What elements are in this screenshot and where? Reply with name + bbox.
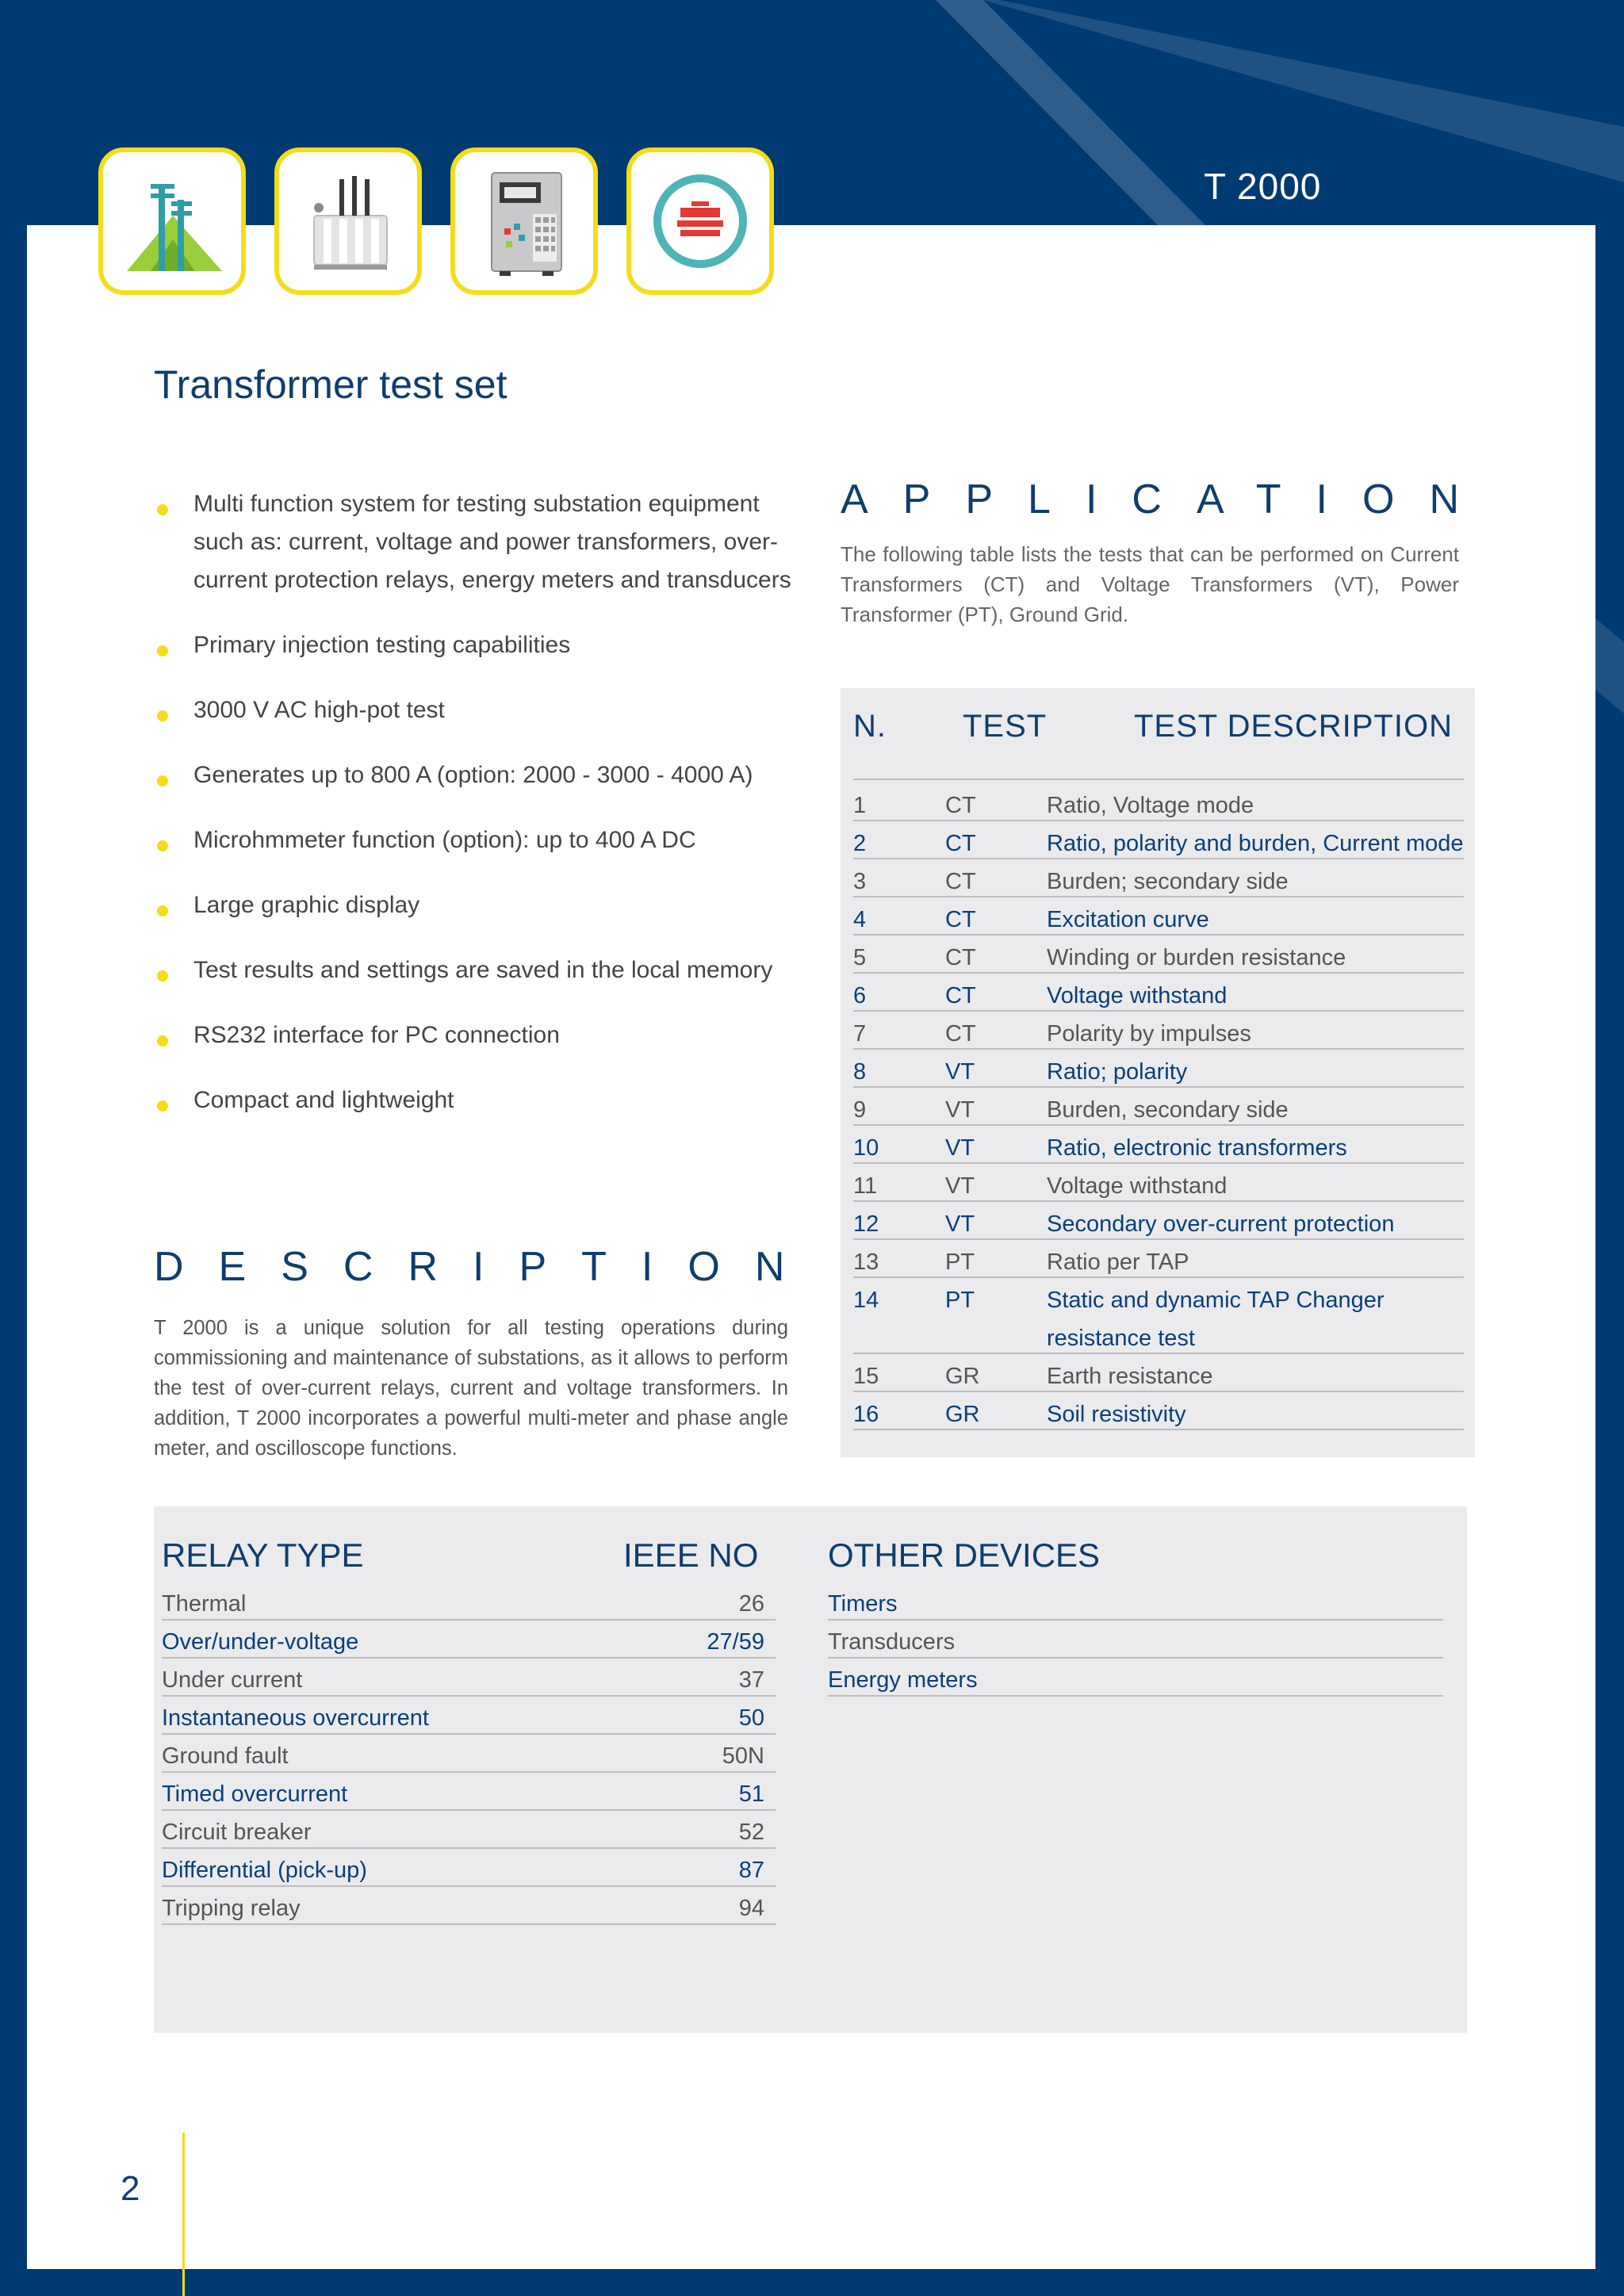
row-number: 13 xyxy=(853,1249,879,1275)
device-name: Timers xyxy=(828,1591,898,1617)
column-header-number: N. xyxy=(853,709,887,744)
bullet-icon xyxy=(157,840,168,851)
table-row xyxy=(853,1391,1464,1430)
relay-row xyxy=(162,1773,776,1811)
table-row xyxy=(853,782,1464,821)
row-test: CT xyxy=(945,907,976,932)
table-row xyxy=(853,1353,1464,1392)
relay-row xyxy=(162,1811,776,1849)
bullet-icon xyxy=(157,504,168,515)
description-heading: DESCRIPTION xyxy=(154,1244,820,1290)
table-row xyxy=(853,1276,1464,1354)
device-name: Energy meters xyxy=(828,1667,978,1693)
transmission-tower-icon xyxy=(98,147,246,295)
relay-row xyxy=(162,1887,776,1925)
row-description: Voltage withstand xyxy=(1047,983,1228,1008)
bullet-icon xyxy=(157,775,168,786)
row-number: 16 xyxy=(853,1402,879,1427)
relay-name: Differential (pick-up) xyxy=(162,1858,367,1883)
bullet-icon xyxy=(157,970,168,982)
row-number: 11 xyxy=(853,1173,878,1199)
table-row xyxy=(853,1238,1464,1278)
row-number: 14 xyxy=(853,1288,879,1313)
bullet-icon xyxy=(157,1035,168,1047)
description-text: T 2000 is a unique solution for all testing operations during commissioning and maintenance of substations, as it allows to perform the test of over-current relays, current and voltage transformers. In addition, T 2000 incorporates a powerful multi-meter and phase angle meter, and oscilloscope functions. xyxy=(154,1317,788,1460)
row-number: 1 xyxy=(853,793,867,818)
row-description: Ratio, Voltage mode xyxy=(1047,793,1254,818)
row-test: PT xyxy=(945,1249,975,1275)
bullet-icon xyxy=(157,645,168,656)
row-number: 15 xyxy=(853,1364,879,1389)
table-row xyxy=(853,1048,1464,1088)
relay-name: Over/under-voltage xyxy=(162,1629,359,1655)
row-description: Polarity by impulses xyxy=(1047,1021,1251,1047)
bullet-icon xyxy=(157,1100,168,1112)
feature-item: 3000 V AC high-pot test xyxy=(155,691,806,729)
row-description: Ratio, electronic transformers xyxy=(1047,1135,1347,1161)
table-row xyxy=(853,1200,1464,1240)
row-description: Ratio, polarity and burden, Current mode xyxy=(1047,831,1464,856)
relay-row xyxy=(162,1849,776,1887)
relay-panel xyxy=(154,1506,1467,2033)
relay-ieee-number: 52 xyxy=(738,1820,764,1845)
model-name: T 2000 xyxy=(1204,166,1322,207)
row-description: Voltage withstand xyxy=(1047,1173,1228,1199)
row-description: Excitation curve xyxy=(1047,907,1209,932)
table-row xyxy=(853,896,1464,936)
row-test: VT xyxy=(945,1211,975,1237)
relay-ieee-number: 94 xyxy=(738,1896,764,1921)
relay-row xyxy=(162,1582,776,1621)
page-title: Transformer test set xyxy=(154,362,508,407)
row-test: CT xyxy=(945,869,976,894)
relay-ieee-number: 87 xyxy=(738,1858,764,1883)
power-transformer-icon xyxy=(274,147,422,295)
row-description: Burden; secondary side xyxy=(1047,869,1289,894)
application-intro: The following table lists the tests that can be performed on Current Transformers (CT) and Voltage Transformers (VT), Power Transformer (PT), Ground Grid. xyxy=(841,542,1459,626)
relay-ieee-number: 51 xyxy=(738,1781,764,1807)
table-row xyxy=(853,820,1464,859)
feature-item: RS232 interface for PC connection xyxy=(155,1016,806,1054)
table-divider xyxy=(853,779,1464,780)
row-test: PT xyxy=(945,1288,975,1313)
row-number: 6 xyxy=(853,983,867,1008)
other-devices-header: OTHER DEVICES xyxy=(828,1536,1101,1574)
row-number: 8 xyxy=(853,1059,867,1085)
row-number: 3 xyxy=(853,869,867,894)
row-description: Burden, secondary side xyxy=(1047,1097,1289,1123)
relay-row xyxy=(162,1621,776,1659)
row-description: Soil resistivity xyxy=(1047,1402,1186,1427)
table-row xyxy=(853,972,1464,1012)
bullet-icon xyxy=(157,710,168,721)
row-description: Static and dynamic TAP Changer resistance test xyxy=(1047,1288,1385,1351)
row-number: 7 xyxy=(853,1021,867,1047)
row-description: Ratio; polarity xyxy=(1047,1059,1188,1085)
column-header-description: TEST DESCRIPTION xyxy=(1134,709,1453,744)
row-test: VT xyxy=(945,1135,975,1161)
row-description: Secondary over-current protection xyxy=(1047,1211,1395,1237)
row-number: 2 xyxy=(853,831,867,856)
relay-ieee-number: 26 xyxy=(738,1591,764,1617)
relay-ieee-number: 37 xyxy=(738,1667,764,1693)
table-row xyxy=(853,1086,1464,1126)
relay-name: Circuit breaker xyxy=(162,1820,312,1845)
feature-item: Large graphic display xyxy=(155,886,806,924)
column-header-test: TEST xyxy=(963,709,1048,744)
table-row xyxy=(853,858,1464,897)
row-test: GR xyxy=(945,1402,980,1427)
relay-name: Under current xyxy=(162,1667,303,1693)
row-test: CT xyxy=(945,983,976,1008)
row-description: Earth resistance xyxy=(1047,1364,1213,1389)
row-test: VT xyxy=(945,1059,975,1085)
device-row xyxy=(828,1659,1443,1697)
ieee-no-header: IEEE NO xyxy=(623,1536,759,1574)
relay-row xyxy=(162,1735,776,1773)
table-row xyxy=(853,934,1464,974)
row-number: 12 xyxy=(853,1211,879,1237)
page-number: 2 xyxy=(121,2169,140,2208)
relay-name: Thermal xyxy=(162,1591,247,1617)
relay-ieee-number: 50N xyxy=(722,1743,764,1769)
row-test: GR xyxy=(945,1364,980,1389)
table-row xyxy=(853,1162,1464,1202)
relay-name: Instantaneous overcurrent xyxy=(162,1705,429,1731)
row-test: CT xyxy=(945,793,976,818)
row-number: 10 xyxy=(853,1135,879,1161)
row-test: CT xyxy=(945,945,976,970)
feature-item: Compact and lightweight xyxy=(155,1081,806,1119)
feature-item: Primary injection testing capabilities xyxy=(155,626,806,664)
feature-item: Microhmmeter function (option): up to 400 A DC xyxy=(155,821,806,859)
row-test: VT xyxy=(945,1173,975,1199)
device-name: Transducers xyxy=(828,1629,956,1655)
relay-ieee-number: 50 xyxy=(738,1705,764,1731)
row-description: Winding or burden resistance xyxy=(1047,945,1346,970)
relay-row xyxy=(162,1697,776,1735)
feature-item: Multi function system for testing substation equipment such as: current, voltage and power transformers, over-current protection relays, energy meters and transducers xyxy=(155,485,806,599)
row-description: Ratio per TAP xyxy=(1047,1249,1189,1275)
device-row xyxy=(828,1582,1443,1621)
relay-type-header: RELAY TYPE xyxy=(162,1536,364,1574)
feature-item: Test results and settings are saved in the local memory xyxy=(155,951,806,989)
application-table xyxy=(841,688,1475,1457)
row-number: 4 xyxy=(853,907,867,932)
feature-item: Generates up to 800 A (option: 2000 - 3000 - 4000 A) xyxy=(155,756,806,794)
energy-meter-icon xyxy=(626,147,774,295)
row-test: CT xyxy=(945,831,976,856)
row-number: 5 xyxy=(853,945,867,970)
relay-row xyxy=(162,1659,776,1697)
footer-rule xyxy=(182,2133,185,2296)
relay-device-icon xyxy=(450,147,598,295)
relay-name: Tripping relay xyxy=(162,1896,301,1921)
device-row xyxy=(828,1621,1443,1659)
table-row xyxy=(853,1124,1464,1164)
application-heading: APPLICATION xyxy=(841,476,1495,522)
row-test: CT xyxy=(945,1021,976,1047)
relay-name: Ground fault xyxy=(162,1743,289,1769)
feature-list xyxy=(155,485,806,1146)
relay-name: Timed overcurrent xyxy=(162,1781,348,1807)
relay-ieee-number: 27/59 xyxy=(707,1629,764,1655)
row-number: 9 xyxy=(853,1097,867,1123)
row-test: VT xyxy=(945,1097,975,1123)
table-row xyxy=(853,1010,1464,1050)
bullet-icon xyxy=(157,905,168,916)
